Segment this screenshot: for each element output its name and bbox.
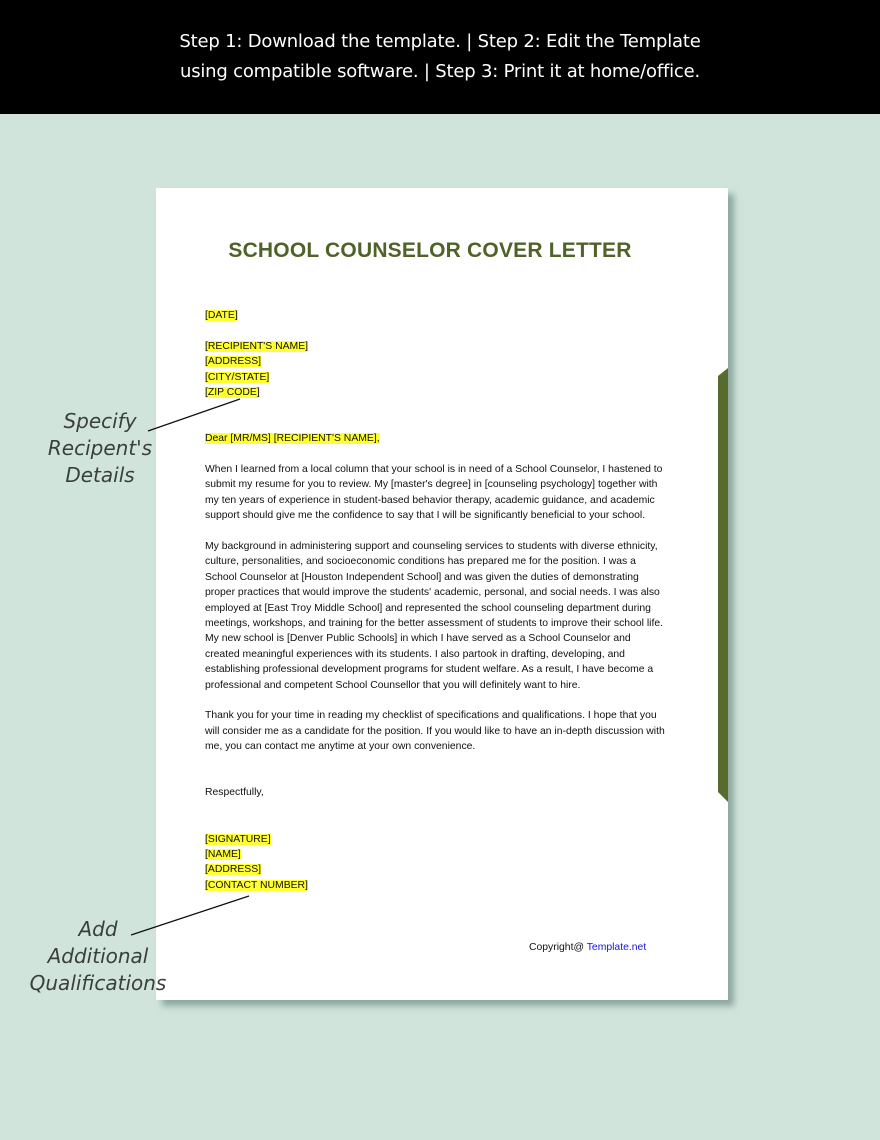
annotation-recipient-details: Specify Recipent's Details	[47, 409, 153, 487]
recipient-city-state-field[interactable]: [CITY/STATE]	[205, 371, 270, 383]
banner-line-1: Step 1: Download the template. | Step 2: Edit the Template	[179, 31, 701, 52]
closing: Respectfully,	[205, 787, 264, 799]
annotation-additional-qualifications: Add Additional Qualifications	[29, 917, 167, 995]
paragraph-background: My background in administering support and counseling services to students with diverse ethnicity, culture, personalities, and socioeconomic conditions has prepared me for the position. I was a School Counselor at [Houston Independent School] and was given the duties of demonstrating proper practices that would improve the students' academic, personal, and social needs. I was also employed at [East Troy Middle School] and represented the school counseling department during meetings, workshops, and training for the better assessment of students to improve their school life. My new school is [Denver Public Schools] in which I have served as a School Counselor and created meaningful experiences with its students. I also partook in drafting, developing, and establishing professional development programs for student welfare. As a result, I have become a professional and competent School Counsellor that you will definitely want to hire.	[205, 541, 663, 691]
sender-address-field[interactable]: [ADDRESS]	[205, 864, 262, 876]
recipient-zip-field[interactable]: [ZIP CODE]	[205, 387, 260, 399]
paragraph-intro: When I learned from a local column that your school is in need of a School Counselor, I hastened to submit my resume for you to review. My [master's degree] in [counseling psychology] together with my ten years of experience in student-based behavior therapy, academic guidance, and academic support should give me the confidence to say that I will be significantly beneficial to your school.	[205, 464, 663, 522]
letter-body	[205, 308, 665, 893]
page-side-tab	[718, 368, 728, 802]
recipient-name-field[interactable]: [RECIPIENT'S NAME]	[205, 340, 309, 352]
template-net-link[interactable]: Template.net	[586, 942, 647, 953]
document-title: SCHOOL COUNSELOR COVER LETTER	[228, 239, 632, 262]
signature-field[interactable]: [SIGNATURE]	[205, 833, 271, 845]
instructions-banner	[0, 0, 880, 114]
copyright-notice	[529, 942, 646, 953]
recipient-address-field[interactable]: [ADDRESS]	[205, 356, 262, 368]
contact-number-field[interactable]: [CONTACT NUMBER]	[205, 879, 308, 891]
sender-name-field[interactable]: [NAME]	[205, 849, 241, 861]
paragraph-thanks: Thank you for your time in reading my checklist of specifications and qualifications. I hope that you will consider me as a candidate for the position. If you would like to have an in-depth discussion with me, you can contact me anytime at your own convenience.	[205, 710, 665, 753]
salutation[interactable]: Dear [MR/MS] [RECIPIENT'S NAME],	[205, 433, 380, 445]
banner-line-2: using compatible software. | Step 3: Print it at home/office.	[180, 61, 700, 82]
copyright-label: Copyright@	[529, 942, 587, 953]
date-field[interactable]: [DATE]	[205, 310, 238, 321]
